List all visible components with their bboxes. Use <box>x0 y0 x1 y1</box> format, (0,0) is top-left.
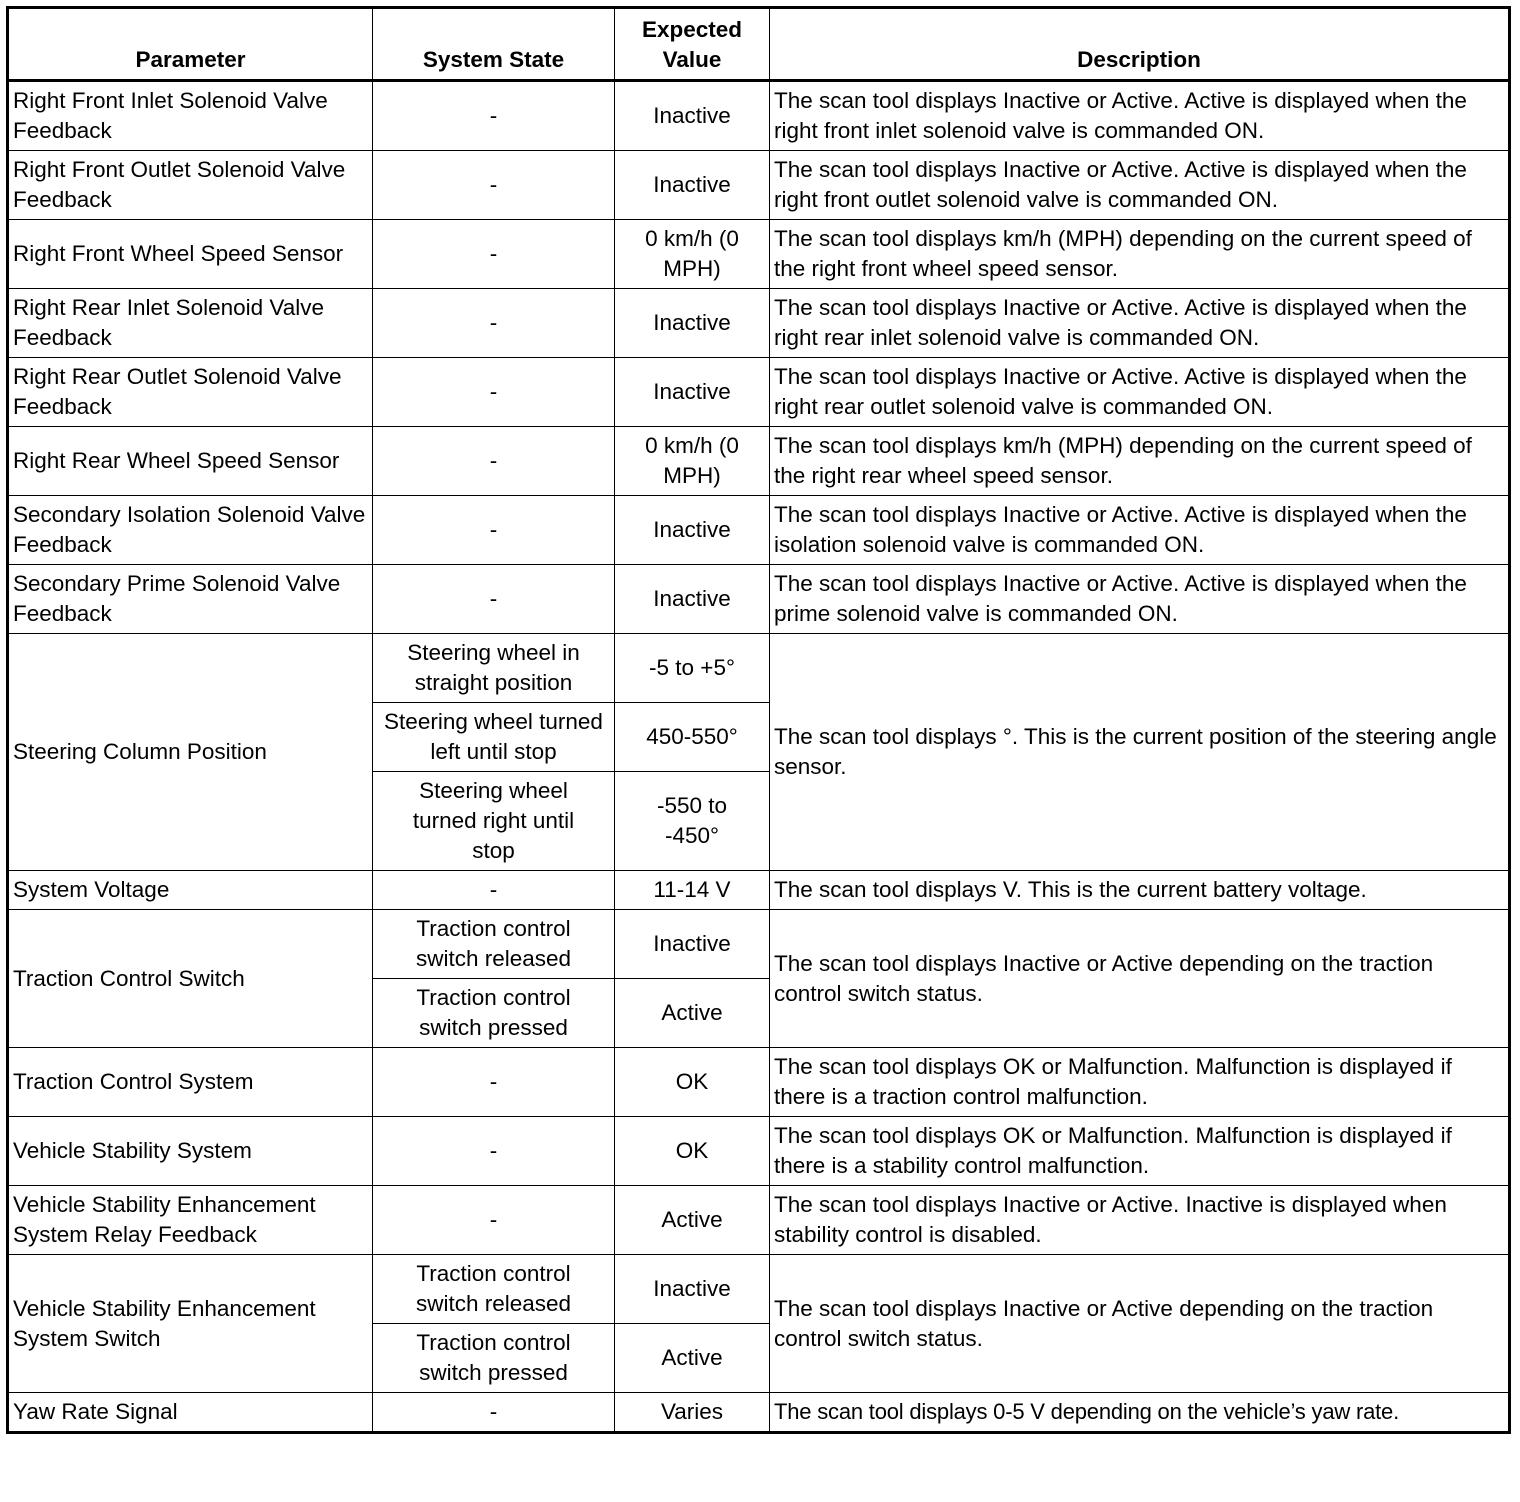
cell-system-state: - <box>373 81 615 151</box>
table-container <box>6 6 1511 1434</box>
table-row <box>8 81 1510 151</box>
cell-parameter: Right Front Outlet Solenoid Valve Feedback <box>8 151 373 220</box>
cell-expected-value: Active <box>615 979 770 1048</box>
table-row <box>8 565 1510 634</box>
cell-system-state: Traction control switch released <box>373 910 615 979</box>
cell-expected-value: Active <box>615 1324 770 1393</box>
cell-expected-value: 450-550° <box>615 703 770 772</box>
cell-description: The scan tool displays Inactive or Active. Active is displayed when the right rear inlet solenoid valve is commanded ON. <box>770 289 1510 358</box>
cell-description: The scan tool displays °. This is the current position of the steering angle sensor. <box>770 634 1510 871</box>
cell-expected-value: OK <box>615 1048 770 1117</box>
cell-expected-value: -5 to +5° <box>615 634 770 703</box>
cell-description: The scan tool displays Inactive or Active. Active is displayed when the prime solenoid valve is commanded ON. <box>770 565 1510 634</box>
cell-expected-value: Inactive <box>615 358 770 427</box>
cell-system-state: Steering wheel in straight position <box>373 634 615 703</box>
cell-parameter: Yaw Rate Signal <box>8 1393 373 1433</box>
cell-expected-value: 0 km/h (0 MPH) <box>615 427 770 496</box>
table-row <box>8 427 1510 496</box>
cell-system-state: Traction control switch pressed <box>373 1324 615 1393</box>
cell-description: The scan tool displays Inactive or Active. Active is displayed when the right front inlet solenoid valve is commanded ON. <box>770 81 1510 151</box>
header-expected-value: Expected Value <box>615 8 770 81</box>
cell-expected-value: Varies <box>615 1393 770 1433</box>
cell-system-state: - <box>373 1393 615 1433</box>
cell-parameter: Secondary Prime Solenoid Valve Feedback <box>8 565 373 634</box>
cell-description: The scan tool displays Inactive or Active. Active is displayed when the isolation solenoid valve is commanded ON. <box>770 496 1510 565</box>
cell-system-state: - <box>373 565 615 634</box>
cell-description: The scan tool displays Inactive or Active. Active is displayed when the right rear outlet solenoid valve is commanded ON. <box>770 358 1510 427</box>
cell-system-state: - <box>373 1186 615 1255</box>
cell-expected-value: 11-14 V <box>615 871 770 910</box>
cell-parameter: Steering Column Position <box>8 634 373 871</box>
table-row <box>8 871 1510 910</box>
table-row <box>8 151 1510 220</box>
cell-parameter: System Voltage <box>8 871 373 910</box>
cell-parameter: Right Front Inlet Solenoid Valve Feedback <box>8 81 373 151</box>
cell-system-state: - <box>373 358 615 427</box>
cell-system-state: - <box>373 496 615 565</box>
cell-parameter: Vehicle Stability System <box>8 1117 373 1186</box>
cell-description: The scan tool displays Inactive or Active depending on the traction control switch status. <box>770 1255 1510 1393</box>
table-row <box>8 1393 1510 1433</box>
cell-system-state: - <box>373 1048 615 1117</box>
header-parameter: Parameter <box>8 8 373 81</box>
cell-expected-value: Inactive <box>615 151 770 220</box>
cell-expected-value: Inactive <box>615 289 770 358</box>
cell-description: The scan tool displays OK or Malfunction. Malfunction is displayed if there is a traction control malfunction. <box>770 1048 1510 1117</box>
cell-description: The scan tool displays Inactive or Active depending on the traction control switch status. <box>770 910 1510 1048</box>
table-row <box>8 1255 1510 1324</box>
cell-system-state: Steering wheel turned left until stop <box>373 703 615 772</box>
cell-expected-value: -550 to -450° <box>615 772 770 871</box>
cell-expected-value: Inactive <box>615 496 770 565</box>
cell-parameter: Traction Control System <box>8 1048 373 1117</box>
cell-system-state: - <box>373 871 615 910</box>
cell-system-state: - <box>373 1117 615 1186</box>
cell-parameter: Right Front Wheel Speed Sensor <box>8 220 373 289</box>
cell-expected-value: Active <box>615 1186 770 1255</box>
cell-system-state: Steering wheel turned right until stop <box>373 772 615 871</box>
table-row <box>8 1186 1510 1255</box>
cell-parameter: Vehicle Stability Enhancement System Relay Feedback <box>8 1186 373 1255</box>
cell-description: The scan tool displays km/h (MPH) depending on the current speed of the right front wheel speed sensor. <box>770 220 1510 289</box>
table-row <box>8 634 1510 703</box>
cell-expected-value: 0 km/h (0 MPH) <box>615 220 770 289</box>
table-row <box>8 910 1510 979</box>
cell-system-state: - <box>373 289 615 358</box>
table-row <box>8 289 1510 358</box>
cell-expected-value: Inactive <box>615 1255 770 1324</box>
cell-description: The scan tool displays km/h (MPH) depending on the current speed of the right rear wheel speed sensor. <box>770 427 1510 496</box>
cell-description: The scan tool displays Inactive or Active. Active is displayed when the right front outlet solenoid valve is commanded ON. <box>770 151 1510 220</box>
cell-system-state: - <box>373 220 615 289</box>
header-row <box>8 8 1510 81</box>
cell-expected-value: Inactive <box>615 81 770 151</box>
table-row <box>8 1048 1510 1117</box>
scan-data-table <box>6 6 1511 1434</box>
cell-expected-value: Inactive <box>615 910 770 979</box>
cell-system-state: - <box>373 151 615 220</box>
cell-parameter: Right Rear Wheel Speed Sensor <box>8 427 373 496</box>
header-description: Description <box>770 8 1510 81</box>
cell-parameter: Right Rear Inlet Solenoid Valve Feedback <box>8 289 373 358</box>
cell-system-state: Traction control switch released <box>373 1255 615 1324</box>
table-row <box>8 220 1510 289</box>
cell-parameter: Right Rear Outlet Solenoid Valve Feedback <box>8 358 373 427</box>
cell-description: The scan tool displays 0-5 V depending on the vehicle’s yaw rate. <box>770 1393 1510 1433</box>
cell-expected-value: OK <box>615 1117 770 1186</box>
cell-parameter: Vehicle Stability Enhancement System Switch <box>8 1255 373 1393</box>
cell-expected-value: Inactive <box>615 565 770 634</box>
table-row <box>8 358 1510 427</box>
cell-parameter: Secondary Isolation Solenoid Valve Feedback <box>8 496 373 565</box>
cell-system-state: - <box>373 427 615 496</box>
cell-description: The scan tool displays Inactive or Active. Inactive is displayed when stability control is disabled. <box>770 1186 1510 1255</box>
table-row <box>8 1117 1510 1186</box>
cell-parameter: Traction Control Switch <box>8 910 373 1048</box>
table-row <box>8 496 1510 565</box>
cell-system-state: Traction control switch pressed <box>373 979 615 1048</box>
header-system-state: System State <box>373 8 615 81</box>
cell-description: The scan tool displays V. This is the current battery voltage. <box>770 871 1510 910</box>
cell-description: The scan tool displays OK or Malfunction. Malfunction is displayed if there is a stability control malfunction. <box>770 1117 1510 1186</box>
